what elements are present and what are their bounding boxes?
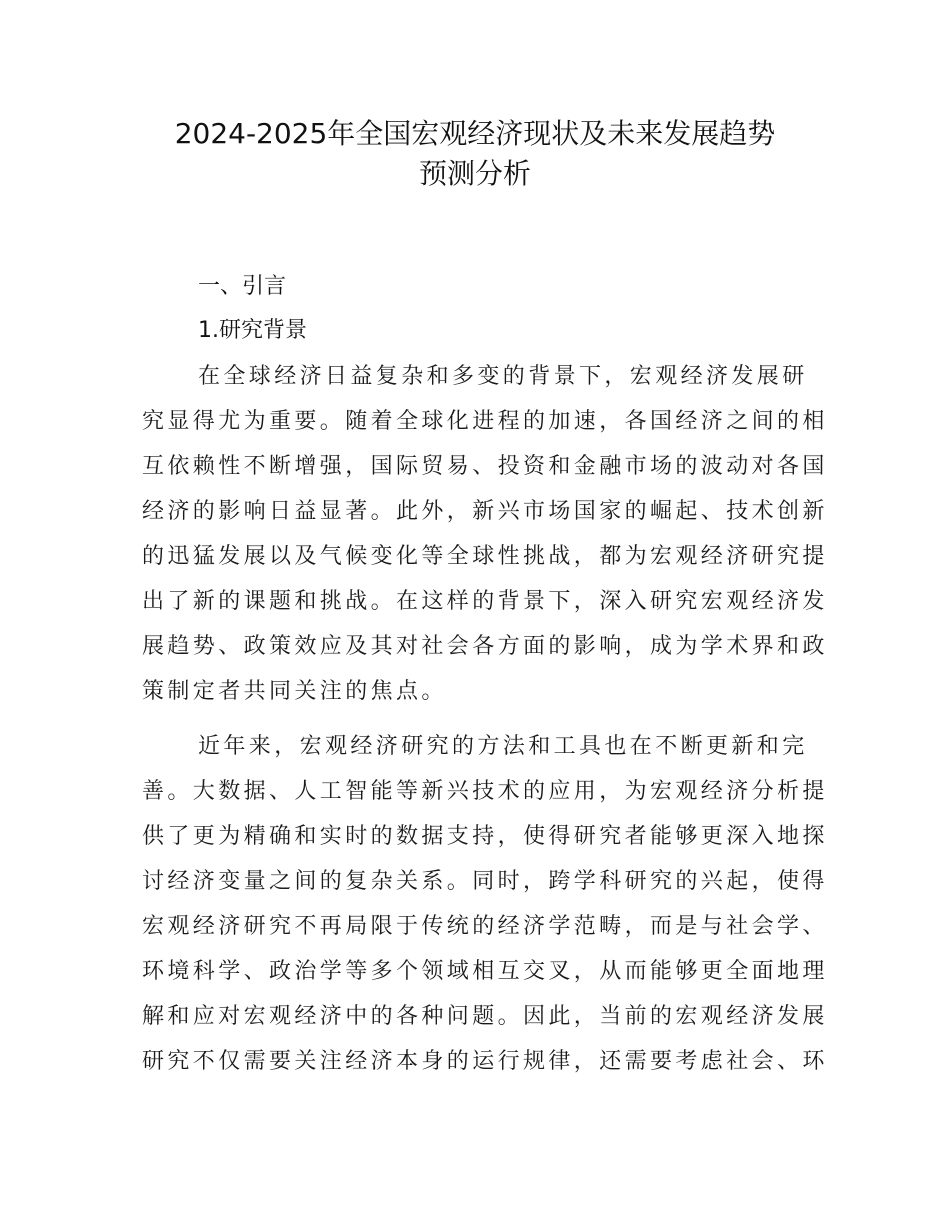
document-title-line-1: 2024-2025年全国宏观经济现状及未来发展趋势 bbox=[174, 117, 776, 150]
paragraph-2-line: 宏观经济研究不再局限于传统的经济学范畴，而是与社会学、 bbox=[142, 914, 828, 939]
paragraph-2-line: 环境科学、政治学等多个领域相互交叉，从而能够更全面地理 bbox=[142, 959, 828, 984]
subsection-heading: 1.研究背景 bbox=[198, 318, 307, 343]
paragraph-1-line: 经济的影响日益显著。此外，新兴市场国家的崛起、技术创新 bbox=[142, 499, 828, 524]
paragraph-2-line: 讨经济变量之间的复杂关系。同时，跨学科研究的兴起，使得 bbox=[142, 869, 828, 894]
paragraph-2-line: 解和应对宏观经济中的各种问题。因此，当前的宏观经济发展 bbox=[142, 1004, 828, 1029]
paragraph-1-line: 在全球经济日益复杂和多变的背景下，宏观经济发展研 bbox=[198, 364, 808, 389]
paragraph-1-line: 出了新的课题和挑战。在这样的背景下，深入研究宏观经济发 bbox=[142, 589, 828, 614]
paragraph-1-line: 展趋势、政策效应及其对社会各方面的影响，成为学术界和政 bbox=[142, 634, 828, 659]
paragraph-1-line: 的迅猛发展以及气候变化等全球性挑战，都为宏观经济研究提 bbox=[142, 544, 828, 569]
paragraph-2-line: 研究不仅需要关注经济本身的运行规律，还需要考虑社会、环 bbox=[142, 1049, 828, 1074]
document-title-line-2: 预测分析 bbox=[418, 157, 531, 190]
paragraph-1-line: 策制定者共同关注的焦点。 bbox=[142, 679, 447, 704]
paragraph-2-line: 供了更为精确和实时的数据支持，使得研究者能够更深入地探 bbox=[142, 824, 828, 849]
paragraph-2-line: 善。大数据、人工智能等新兴技术的应用，为宏观经济分析提 bbox=[142, 779, 828, 804]
paragraph-2-line: 近年来，宏观经济研究的方法和工具也在不断更新和完 bbox=[198, 734, 808, 759]
section-heading: 一、引言 bbox=[198, 274, 287, 299]
paragraph-1-line: 究显得尤为重要。随着全球化进程的加速，各国经济之间的相 bbox=[142, 409, 828, 434]
paragraph-1-line: 互依赖性不断增强，国际贸易、投资和金融市场的波动对各国 bbox=[142, 454, 828, 479]
